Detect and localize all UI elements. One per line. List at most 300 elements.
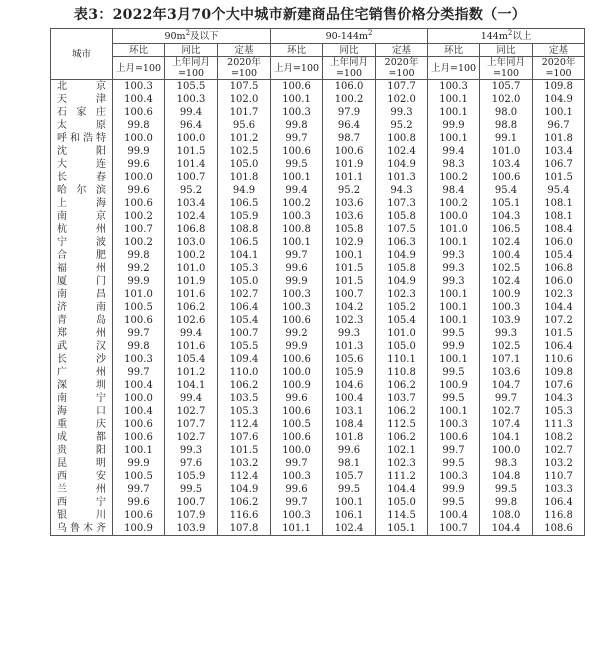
index-value: 100.5 — [113, 470, 165, 483]
index-value: 102.0 — [480, 93, 533, 106]
index-value: 108.1 — [533, 197, 585, 210]
index-value: 99.7 — [271, 249, 323, 262]
index-value: 99.5 — [428, 457, 480, 470]
index-value: 100.3 — [428, 470, 480, 483]
index-value: 102.3 — [323, 314, 376, 327]
index-value: 100.3 — [113, 353, 165, 366]
index-value: 100.1 — [271, 236, 323, 249]
index-value: 111.2 — [376, 470, 428, 483]
index-value: 105.9 — [165, 470, 218, 483]
index-value: 99.6 — [323, 444, 376, 457]
index-value: 100.5 — [113, 301, 165, 314]
index-value: 106.8 — [165, 223, 218, 236]
index-value: 101.8 — [218, 171, 271, 184]
index-value: 107.7 — [165, 418, 218, 431]
table-row — [51, 392, 585, 405]
index-value: 103.2 — [533, 457, 585, 470]
index-value: 99.8 — [271, 119, 323, 132]
index-value: 108.8 — [218, 223, 271, 236]
index-value: 100.3 — [271, 106, 323, 119]
index-value: 100.8 — [271, 223, 323, 236]
index-value: 98.0 — [480, 106, 533, 119]
index-value: 102.4 — [480, 236, 533, 249]
index-value: 104.9 — [376, 249, 428, 262]
city-name: 重庆 — [51, 418, 113, 431]
index-value: 99.3 — [428, 249, 480, 262]
index-value: 100.7 — [323, 288, 376, 301]
table-row — [51, 418, 585, 431]
index-value: 104.6 — [323, 379, 376, 392]
index-value: 106.2 — [165, 301, 218, 314]
subheader-mom-g3: 环比 — [428, 44, 480, 57]
index-value: 108.4 — [533, 223, 585, 236]
city-name: 南宁 — [51, 392, 113, 405]
index-value: 99.9 — [113, 457, 165, 470]
index-value: 103.2 — [218, 457, 271, 470]
index-value: 101.2 — [218, 132, 271, 145]
subheader-yoy-g1: 同比 — [165, 44, 218, 57]
index-value: 105.3 — [218, 262, 271, 275]
index-value: 112.4 — [218, 470, 271, 483]
index-value: 100.0 — [165, 132, 218, 145]
index-value: 99.5 — [428, 392, 480, 405]
index-value: 107.4 — [480, 418, 533, 431]
price-index-table — [50, 28, 585, 536]
index-value: 99.8 — [113, 340, 165, 353]
index-value: 107.8 — [218, 522, 271, 536]
index-value: 101.0 — [428, 223, 480, 236]
city-name: 南京 — [51, 210, 113, 223]
city-name: 长沙 — [51, 353, 113, 366]
index-value: 105.5 — [218, 340, 271, 353]
index-value: 96.7 — [533, 119, 585, 132]
index-value: 101.6 — [165, 288, 218, 301]
index-value: 100.5 — [271, 418, 323, 431]
table-row — [51, 301, 585, 314]
subheader-mom-g2: 环比 — [271, 44, 323, 57]
index-value: 99.3 — [428, 262, 480, 275]
table-row — [51, 236, 585, 249]
city-name: 海口 — [51, 405, 113, 418]
index-value: 100.0 — [271, 444, 323, 457]
index-value: 110.7 — [533, 470, 585, 483]
index-value: 109.8 — [533, 80, 585, 94]
index-value: 98.3 — [480, 457, 533, 470]
index-value: 100.2 — [428, 171, 480, 184]
table-row — [51, 80, 585, 94]
base-label-fixed-base-g1: 2020年 =100 — [218, 57, 271, 80]
index-value: 99.4 — [428, 145, 480, 158]
index-value: 103.5 — [218, 392, 271, 405]
index-value: 106.5 — [218, 236, 271, 249]
index-value: 100.1 — [428, 314, 480, 327]
index-value: 111.3 — [533, 418, 585, 431]
city-name: 大连 — [51, 158, 113, 171]
index-value: 106.0 — [533, 275, 585, 288]
city-name: 福州 — [51, 262, 113, 275]
city-column-header: 城市 — [51, 29, 113, 80]
index-value: 110.8 — [376, 366, 428, 379]
subheader-fixed-base-g2: 定基 — [376, 44, 428, 57]
index-value: 95.2 — [323, 184, 376, 197]
index-value: 94.9 — [218, 184, 271, 197]
city-name: 乌鲁木齐 — [51, 522, 113, 536]
index-value: 106.2 — [376, 405, 428, 418]
index-value: 100.2 — [165, 249, 218, 262]
city-name: 成都 — [51, 431, 113, 444]
index-value: 96.4 — [323, 119, 376, 132]
index-value: 97.9 — [323, 106, 376, 119]
index-value: 101.0 — [480, 145, 533, 158]
index-value: 99.6 — [271, 483, 323, 496]
table-row — [51, 184, 585, 197]
index-value: 99.6 — [271, 392, 323, 405]
index-value: 108.6 — [533, 522, 585, 536]
index-value: 105.8 — [376, 210, 428, 223]
index-value: 105.4 — [376, 314, 428, 327]
index-value: 102.4 — [165, 210, 218, 223]
index-value: 106.4 — [533, 340, 585, 353]
index-value: 100.1 — [428, 93, 480, 106]
index-value: 100.3 — [428, 80, 480, 94]
index-value: 101.5 — [218, 444, 271, 457]
index-value: 103.7 — [376, 392, 428, 405]
index-value: 100.0 — [113, 132, 165, 145]
index-value: 104.3 — [533, 392, 585, 405]
index-value: 99.7 — [113, 483, 165, 496]
index-value: 99.5 — [165, 483, 218, 496]
table-row — [51, 314, 585, 327]
index-value: 100.6 — [323, 145, 376, 158]
index-value: 105.4 — [218, 314, 271, 327]
index-value: 100.6 — [271, 405, 323, 418]
index-value: 108.2 — [533, 431, 585, 444]
index-value: 100.6 — [113, 431, 165, 444]
table-row — [51, 366, 585, 379]
city-name: 西安 — [51, 470, 113, 483]
index-value: 100.4 — [323, 392, 376, 405]
index-value: 104.1 — [480, 431, 533, 444]
city-name: 广州 — [51, 366, 113, 379]
index-value: 102.3 — [533, 288, 585, 301]
table-title: 表3：2022年3月70个大中城市新建商品住宅销售价格分类指数（一） — [73, 7, 527, 23]
index-value: 105.4 — [165, 353, 218, 366]
index-value: 116.8 — [533, 509, 585, 522]
index-value: 100.3 — [271, 210, 323, 223]
index-value: 108.1 — [533, 210, 585, 223]
index-value: 99.9 — [113, 275, 165, 288]
index-value: 102.0 — [376, 93, 428, 106]
index-value: 102.4 — [376, 145, 428, 158]
table-header — [51, 29, 585, 80]
index-value: 100.1 — [428, 288, 480, 301]
index-value: 100.1 — [271, 93, 323, 106]
index-value: 106.4 — [218, 301, 271, 314]
index-value: 100.9 — [428, 379, 480, 392]
index-value: 101.2 — [165, 366, 218, 379]
index-value: 100.4 — [113, 405, 165, 418]
index-value: 102.7 — [533, 444, 585, 457]
index-value: 101.5 — [165, 145, 218, 158]
index-value: 104.7 — [480, 379, 533, 392]
base-label-yoy-g1: 上年同月 =100 — [165, 57, 218, 80]
index-value: 102.4 — [323, 522, 376, 536]
index-value: 99.6 — [113, 184, 165, 197]
index-value: 100.6 — [271, 145, 323, 158]
index-value: 95.2 — [165, 184, 218, 197]
index-value: 105.0 — [218, 275, 271, 288]
city-name: 银川 — [51, 509, 113, 522]
table-row — [51, 327, 585, 340]
city-name: 北京 — [51, 80, 113, 94]
index-value: 100.6 — [113, 314, 165, 327]
index-value: 101.0 — [113, 288, 165, 301]
table-row — [51, 106, 585, 119]
index-value: 100.4 — [113, 379, 165, 392]
index-value: 99.7 — [113, 366, 165, 379]
index-value: 99.2 — [271, 327, 323, 340]
index-value: 99.7 — [271, 496, 323, 509]
index-value: 105.3 — [533, 405, 585, 418]
index-value: 104.2 — [323, 301, 376, 314]
table-row — [51, 171, 585, 184]
table-row — [51, 132, 585, 145]
index-value: 97.6 — [165, 457, 218, 470]
index-value: 100.6 — [113, 197, 165, 210]
index-value: 101.0 — [376, 327, 428, 340]
index-value: 100.2 — [428, 197, 480, 210]
index-value: 102.5 — [218, 145, 271, 158]
index-value: 100.1 — [428, 236, 480, 249]
index-value: 104.1 — [165, 379, 218, 392]
index-value: 105.5 — [165, 80, 218, 94]
index-value: 99.5 — [480, 483, 533, 496]
index-value: 100.1 — [428, 405, 480, 418]
index-value: 107.1 — [480, 353, 533, 366]
index-value: 99.6 — [113, 496, 165, 509]
index-value: 105.9 — [323, 366, 376, 379]
table-row — [51, 262, 585, 275]
index-value: 104.4 — [533, 301, 585, 314]
index-value: 104.9 — [376, 158, 428, 171]
base-label-mom-g2: 上月=100 — [271, 57, 323, 80]
index-value: 105.0 — [218, 158, 271, 171]
index-value: 100.7 — [113, 223, 165, 236]
index-value: 99.7 — [428, 444, 480, 457]
index-value: 110.0 — [218, 366, 271, 379]
table-row — [51, 288, 585, 301]
index-value: 104.9 — [376, 275, 428, 288]
index-value: 100.1 — [428, 301, 480, 314]
city-name: 天津 — [51, 93, 113, 106]
index-value: 106.1 — [323, 509, 376, 522]
index-value: 104.9 — [533, 93, 585, 106]
index-value: 102.5 — [480, 340, 533, 353]
city-name: 兰州 — [51, 483, 113, 496]
index-value: 100.3 — [271, 470, 323, 483]
index-value: 100.9 — [271, 379, 323, 392]
index-value: 99.3 — [376, 106, 428, 119]
index-value: 100.1 — [428, 353, 480, 366]
index-value: 105.9 — [218, 210, 271, 223]
index-value: 99.3 — [165, 444, 218, 457]
index-value: 107.6 — [218, 431, 271, 444]
city-name: 武汉 — [51, 340, 113, 353]
city-name: 呼和浩特 — [51, 132, 113, 145]
index-value: 100.4 — [480, 249, 533, 262]
table-row — [51, 470, 585, 483]
index-value: 105.0 — [376, 496, 428, 509]
index-value: 100.9 — [480, 288, 533, 301]
table-row — [51, 145, 585, 158]
index-value: 95.2 — [376, 119, 428, 132]
subheader-yoy-g2: 同比 — [323, 44, 376, 57]
city-name: 贵阳 — [51, 444, 113, 457]
index-value: 100.0 — [428, 210, 480, 223]
index-value: 98.4 — [428, 184, 480, 197]
index-value: 104.1 — [218, 249, 271, 262]
index-value: 112.4 — [218, 418, 271, 431]
index-value: 100.3 — [113, 80, 165, 94]
index-value: 100.7 — [218, 327, 271, 340]
index-value: 99.9 — [428, 119, 480, 132]
base-label-fixed-base-g2: 2020年 =100 — [376, 57, 428, 80]
index-value: 100.1 — [271, 171, 323, 184]
index-value: 104.3 — [480, 210, 533, 223]
index-value: 103.6 — [480, 366, 533, 379]
index-value: 101.5 — [533, 171, 585, 184]
index-value: 106.0 — [323, 80, 376, 94]
index-value: 100.3 — [428, 418, 480, 431]
index-value: 100.4 — [428, 509, 480, 522]
index-value: 100.1 — [113, 444, 165, 457]
city-name: 郑州 — [51, 327, 113, 340]
index-value: 100.1 — [428, 106, 480, 119]
index-value: 110.1 — [376, 353, 428, 366]
city-name: 厦门 — [51, 275, 113, 288]
city-name: 深圳 — [51, 379, 113, 392]
index-value: 108.4 — [323, 418, 376, 431]
index-value: 106.7 — [533, 158, 585, 171]
index-value: 100.7 — [165, 171, 218, 184]
base-label-yoy-g3: 上年同月 =100 — [480, 57, 533, 80]
index-value: 99.4 — [165, 327, 218, 340]
group-header-90-144: $90-144m^2$ — [271, 29, 428, 44]
index-value: 100.6 — [271, 431, 323, 444]
index-value: 103.6 — [323, 210, 376, 223]
index-value: 100.8 — [376, 132, 428, 145]
index-value: 98.8 — [480, 119, 533, 132]
index-value: 100.0 — [113, 392, 165, 405]
index-value: 99.6 — [271, 262, 323, 275]
index-value: 101.8 — [533, 132, 585, 145]
index-value: 99.3 — [480, 327, 533, 340]
index-value: 102.4 — [480, 275, 533, 288]
index-value: 101.0 — [165, 262, 218, 275]
index-value: 102.6 — [165, 314, 218, 327]
subheader-fixed-base-g3: 定基 — [533, 44, 585, 57]
index-value: 102.5 — [480, 262, 533, 275]
index-value: 101.8 — [323, 431, 376, 444]
index-value: 104.8 — [480, 470, 533, 483]
index-value: 101.3 — [323, 340, 376, 353]
index-value: 102.7 — [165, 431, 218, 444]
index-value: 101.5 — [323, 262, 376, 275]
index-value: 98.7 — [323, 132, 376, 145]
index-value: 106.5 — [480, 223, 533, 236]
subheader-fixed-base-g1: 定基 — [218, 44, 271, 57]
table-row — [51, 223, 585, 236]
index-value: 99.8 — [480, 496, 533, 509]
table-row — [51, 509, 585, 522]
index-value: 109.8 — [533, 366, 585, 379]
index-value: 98.1 — [323, 457, 376, 470]
index-value: 101.1 — [323, 171, 376, 184]
table-row — [51, 340, 585, 353]
index-value: 99.4 — [165, 392, 218, 405]
index-value: 106.2 — [218, 496, 271, 509]
index-value: 99.5 — [428, 327, 480, 340]
index-value: 99.7 — [113, 327, 165, 340]
index-value: 99.5 — [428, 496, 480, 509]
index-value: 103.4 — [480, 158, 533, 171]
group-header-over-144: $144m^2$以上 — [428, 29, 585, 44]
index-value: 100.2 — [113, 236, 165, 249]
table-row — [51, 379, 585, 392]
index-value: 105.7 — [323, 470, 376, 483]
index-value: 101.6 — [165, 340, 218, 353]
index-value: 100.0 — [271, 366, 323, 379]
price-index-table-wrapper — [50, 28, 584, 536]
index-value: 102.1 — [376, 444, 428, 457]
index-value: 99.3 — [323, 327, 376, 340]
city-name: 太原 — [51, 119, 113, 132]
index-value: 107.5 — [376, 223, 428, 236]
table-row — [51, 210, 585, 223]
table-row — [51, 353, 585, 366]
subheader-mom-g1: 环比 — [113, 44, 165, 57]
index-value: 99.7 — [480, 392, 533, 405]
index-value: 100.6 — [271, 353, 323, 366]
index-value: 116.6 — [218, 509, 271, 522]
index-value: 109.4 — [218, 353, 271, 366]
index-value: 102.7 — [165, 405, 218, 418]
table-row — [51, 275, 585, 288]
index-value: 104.4 — [376, 483, 428, 496]
index-value: 103.0 — [165, 236, 218, 249]
index-value: 95.4 — [533, 184, 585, 197]
base-label-mom-g1: 上月=100 — [113, 57, 165, 80]
index-value: 99.9 — [271, 275, 323, 288]
table-body — [51, 80, 585, 536]
index-value: 103.1 — [323, 405, 376, 418]
city-name: 合肥 — [51, 249, 113, 262]
index-value: 100.3 — [480, 301, 533, 314]
city-name: 青岛 — [51, 314, 113, 327]
index-value: 105.6 — [323, 353, 376, 366]
index-value: 100.9 — [113, 522, 165, 536]
city-name: 南昌 — [51, 288, 113, 301]
index-value: 100.3 — [271, 301, 323, 314]
index-value: 100.1 — [323, 249, 376, 262]
index-value: 102.3 — [376, 288, 428, 301]
index-value: 106.0 — [533, 236, 585, 249]
index-value: 99.6 — [113, 158, 165, 171]
index-value: 105.0 — [376, 340, 428, 353]
index-value: 102.7 — [480, 405, 533, 418]
index-value: 95.6 — [218, 119, 271, 132]
index-value: 100.7 — [428, 522, 480, 536]
